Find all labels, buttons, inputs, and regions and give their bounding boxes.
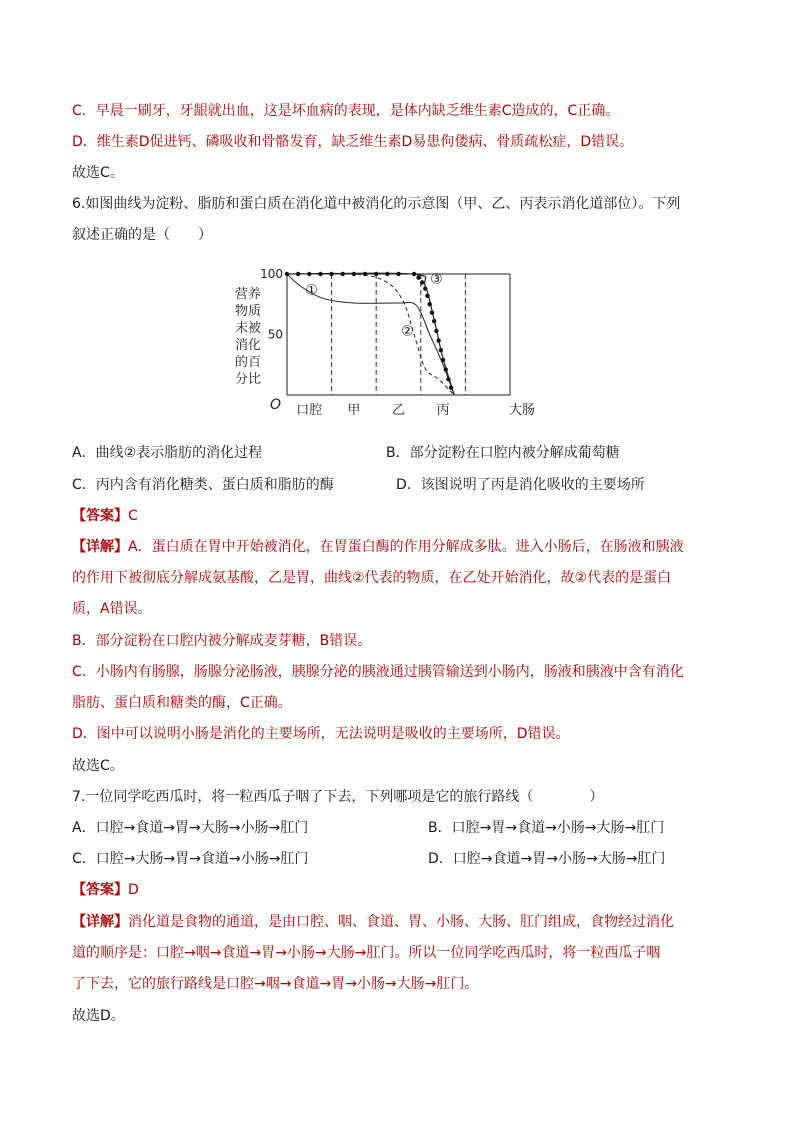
q6-option-d: D．该图说明了丙是消化吸收的主要场所 <box>396 477 645 493</box>
digestion-chart <box>220 262 540 422</box>
chart-series-dot <box>441 358 445 362</box>
q6-explain-line1 <box>72 537 684 557</box>
q6-explain-line3: 质，A错误。 <box>72 601 152 617</box>
chart-category-label: 大肠 <box>508 403 536 418</box>
chart-origin-label: O <box>270 397 282 413</box>
chart-series-dot <box>385 272 389 276</box>
chart-series-dot <box>436 338 440 342</box>
chart-series-label: ③ <box>430 271 443 288</box>
q6-stem-line1: 6.如图曲线为淀粉、脂肪和蛋白质在消化道中被消化的示意图（甲、乙、丙表示消化道部位）。下列 <box>72 196 681 212</box>
q7-explain-tag: 【详解】 <box>72 914 128 930</box>
chart-series-dot <box>416 275 420 279</box>
chart-series-dot <box>430 311 434 315</box>
q7-explain-line3: 了下去，它的旅行路线是口腔→咽→食道→胃→小肠→大肠→肛门。 <box>72 976 479 992</box>
q7-conclusion: 故选D。 <box>72 1008 125 1024</box>
chart-series-dot <box>425 294 429 298</box>
q7-explain-text1: 消化道是食物的通道，是由口腔、咽、食道、胃、小肠、大肠、肛门组成，食物经过消化 <box>128 914 674 930</box>
chart-series-dot <box>423 286 427 290</box>
q7-answer-value: D <box>128 882 139 898</box>
chart-y-axis-label: 营养 <box>234 287 262 302</box>
q6-answer-tag: 【答案】 <box>72 508 128 524</box>
chart-series-dot <box>439 348 443 352</box>
chart-series-dot <box>329 272 333 276</box>
q6-explain-text1: A．蛋白质在胃中开始被消化，在胃蛋白酶的作用分解成多肽。进入小肠后，在肠液和胰液 <box>128 539 684 555</box>
q6-explain-b: B．部分淀粉在口腔内被分解成麦芽糖，B错误。 <box>72 633 372 649</box>
chart-category-label: 甲 <box>347 403 361 418</box>
q7-explain-line2: 道的顺序是：口腔→咽→食道→胃→小肠→大肠→肛门。所以一位同学吃西瓜时，将一粒西瓜子咽 <box>72 945 661 961</box>
q6-explain-line2: 的作用下被彻底分解成氨基酸，乙是胃，曲线②代表的物质，在乙处开始消化，故②代表的是蛋白 <box>72 570 672 586</box>
q6-explain-tag: 【详解】 <box>72 539 128 555</box>
q5-explain-c: C．早晨一刷牙，牙龈就出血，这是坏血病的表现，是体内缺乏维生素C造成的，C正确。 <box>72 103 620 119</box>
q6-conclusion: 故选C。 <box>72 758 124 774</box>
q6-option-c: C．丙内含有消化糖类、蛋白质和脂肪的酶 <box>72 477 334 493</box>
chart-y-axis-label: 消化 <box>234 338 262 353</box>
chart-series-dot <box>352 272 356 276</box>
chart-y-axis-label: 未被 <box>234 321 262 336</box>
chart-y-tick-label: 50 <box>267 327 283 342</box>
chart-series-dot <box>396 272 400 276</box>
chart-category-label: 乙 <box>391 403 406 418</box>
chart-y-axis-label: 物质 <box>234 304 262 319</box>
q6-stem-line2: 叙述正确的是（ ） <box>72 227 212 243</box>
q7-option-d: D．口腔→食道→胃→小肠→大肠→肛门 <box>428 851 666 867</box>
chart-series-dot <box>434 329 438 333</box>
chart-y-tick-label: 100 <box>260 267 283 281</box>
q6-answer-row <box>72 506 138 526</box>
chart-series-dot <box>444 367 448 371</box>
chart-series-dot <box>428 302 432 306</box>
chart-category-label: 口腔 <box>296 403 323 418</box>
q7-answer-tag: 【答案】 <box>72 882 128 898</box>
q6-option-a: A．曲线②表示脂肪的消化过程 <box>72 445 263 461</box>
chart-series-dot <box>449 386 453 390</box>
q6-explain-c1: C．小肠内有肠腺，肠腺分泌肠液，胰腺分泌的胰液通过胰管输送到小肠内，肠液和胰液中含有消化 <box>72 664 684 680</box>
q6-option-b: B．部分淀粉在口腔内被分解成葡萄糖 <box>386 445 620 461</box>
chart-series-dot <box>307 272 311 276</box>
q5-explain-d: D．维生素D促进钙、磷吸收和骨骼发育，缺乏维生素D易患佝偻病、骨质疏松症，D错误。 <box>72 134 634 150</box>
chart-y-axis-label: 的百 <box>234 355 262 370</box>
q7-option-a: A．口腔→食道→胃→大肠→小肠→肛门 <box>72 820 309 836</box>
chart-series-dot <box>318 272 322 276</box>
q7-stem: 7.一位同学吃西瓜时，将一粒西瓜子咽了下去，下列哪项是它的旅行路线（ ） <box>72 789 604 805</box>
chart-series-label: ① <box>305 282 318 299</box>
q7-option-b: B．口腔→胃→食道→小肠→大肠→肛门 <box>428 820 665 836</box>
chart-series-dot <box>412 272 416 276</box>
chart-series-dot <box>432 319 436 323</box>
q7-explain-line1 <box>72 912 674 932</box>
chart-series-dot <box>363 272 367 276</box>
chart-y-axis-label: 分比 <box>234 372 262 387</box>
q7-answer-row <box>72 880 139 900</box>
chart-series-dot <box>341 272 345 276</box>
q6-explain-d: D．图中可以说明小肠是消化的主要场所，无法说明是吸收的主要场所，D错误。 <box>72 726 570 742</box>
chart-series-dot <box>296 272 300 276</box>
chart-series-dot <box>285 272 289 276</box>
chart-series-dot <box>420 280 424 284</box>
q6-explain-c2: 脂肪、蛋白质和糖类的酶，C正确。 <box>72 695 292 711</box>
chart-series-dot <box>374 272 378 276</box>
q7-option-c: C．口腔→大肠→胃→食道→小肠→肛门 <box>72 851 309 867</box>
chart-series-dot <box>446 377 450 381</box>
chart-series-label: ② <box>401 323 414 340</box>
chart-category-label: 丙 <box>436 403 450 418</box>
q6-answer-value: C <box>128 508 138 524</box>
q5-conclusion: 故选C。 <box>72 165 124 181</box>
